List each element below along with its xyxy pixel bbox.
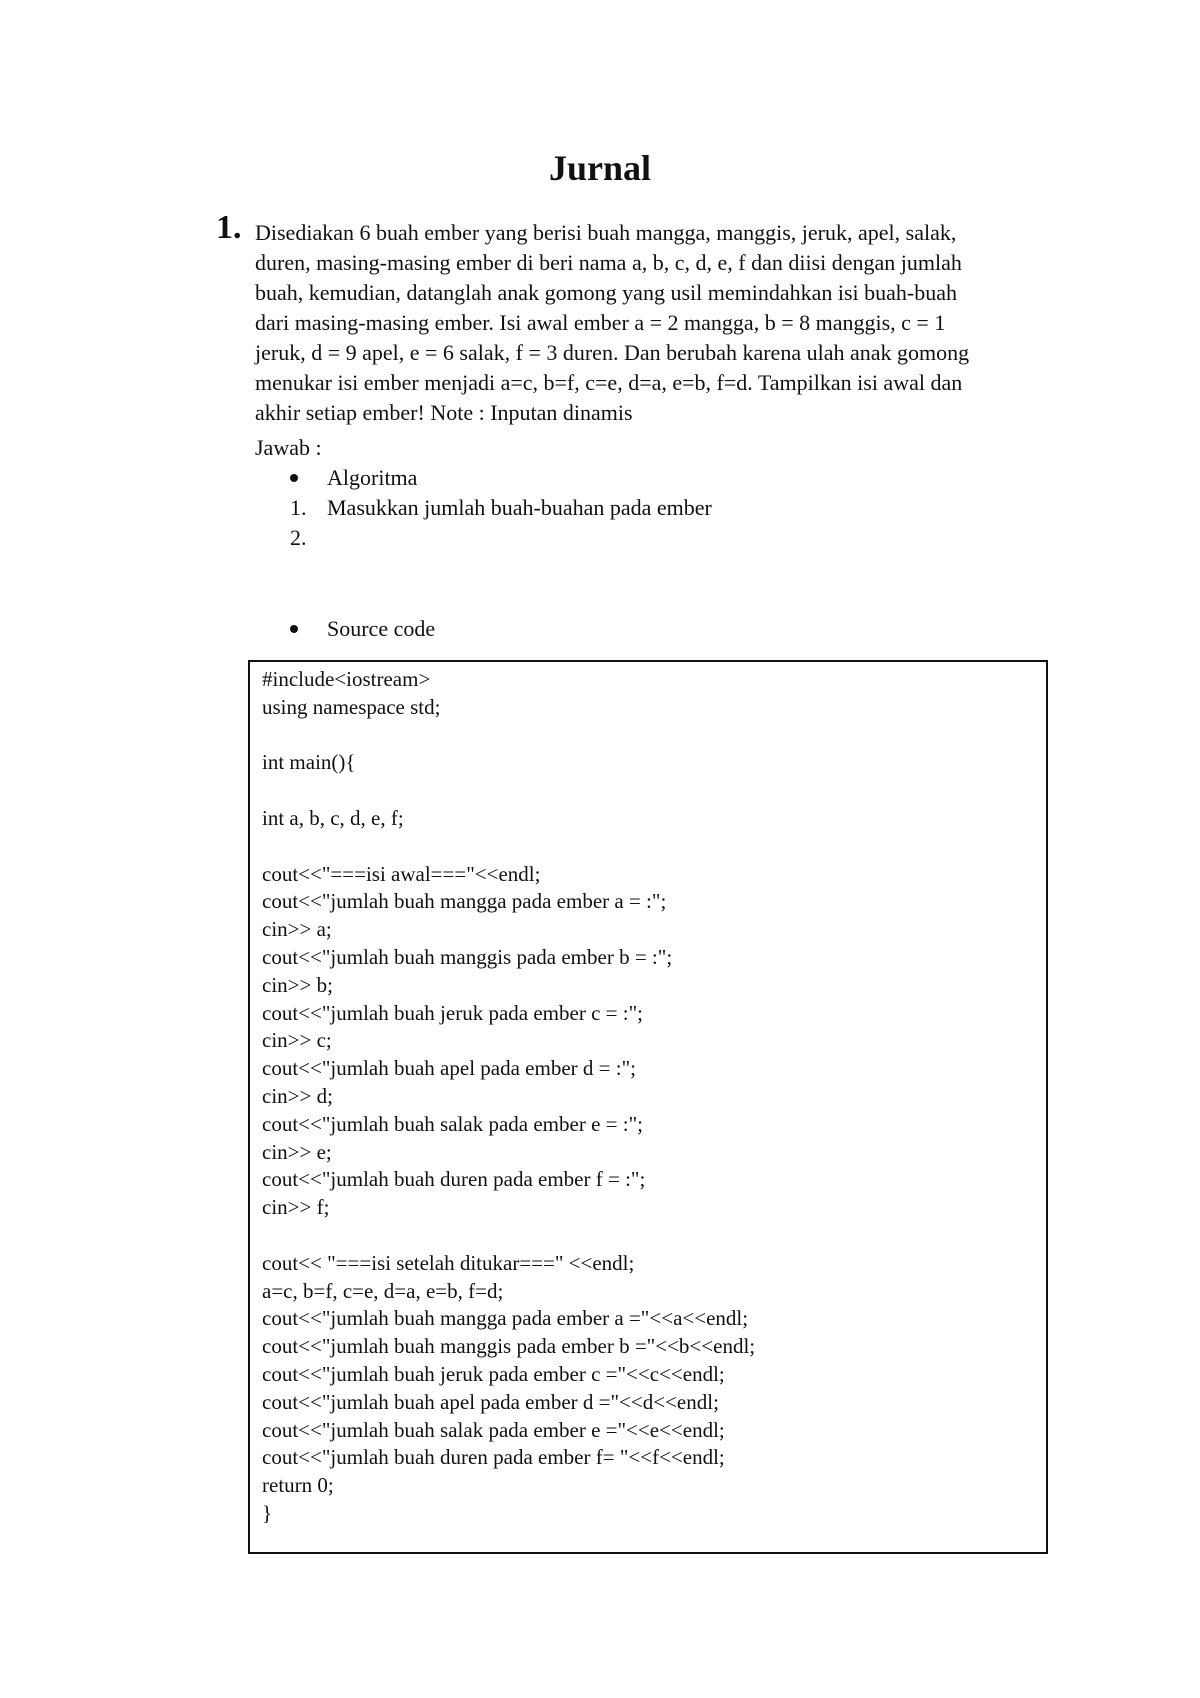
question-line: duren, masing-masing ember di beri nama a, b, c, d, e, f dan diisi dengan jumlah <box>255 250 962 275</box>
code-line: cout<<"jumlah buah manggis pada ember b = :"; <box>262 944 673 969</box>
code-line <box>262 1222 1038 1250</box>
question-text <box>255 218 1055 428</box>
code-line: int main(){ <box>262 750 356 775</box>
code-line: cout<<"jumlah buah salak pada ember e ="<<e<<endl; <box>262 1417 725 1442</box>
code-line: cin>> c; <box>262 1028 332 1053</box>
code-line: return 0; <box>262 1473 334 1498</box>
list-item-label: Algoritma <box>327 465 418 490</box>
code-line <box>262 777 1038 805</box>
code-line <box>262 833 1038 861</box>
code-line: cin>> a; <box>262 917 332 942</box>
code-line: cout<<"===isi awal==="<<endl; <box>262 861 541 886</box>
question-line: buah, kemudian, datanglah anak gomong yang usil memindahkan isi buah-buah <box>255 280 958 305</box>
source-code-box <box>248 660 1048 1554</box>
code-line: cout<<"jumlah buah jeruk pada ember c ="<<c<<endl; <box>262 1361 725 1386</box>
question-line: akhir setiap ember! Note : Inputan dinamis <box>255 400 633 425</box>
code-line: using namespace std; <box>262 694 441 719</box>
code-line: cout<<"jumlah buah apel pada ember d ="<<d<<endl; <box>262 1389 719 1414</box>
bullet-icon <box>290 463 310 493</box>
code-line: cin>> f; <box>262 1195 330 1220</box>
source-code-lines <box>262 666 1038 1528</box>
code-line: cout<< "===isi setelah ditukar===" <<endl; <box>262 1250 635 1275</box>
code-line: int a, b, c, d, e, f; <box>262 805 404 830</box>
code-line: cout<<"jumlah buah mangga pada ember a = :"; <box>262 889 667 914</box>
list-item-label: Source code <box>327 616 436 641</box>
question-number: 1. <box>216 209 242 246</box>
code-line <box>262 722 1038 750</box>
question-line: Disediakan 6 buah ember yang berisi buah mangga, manggis, jeruk, apel, salak, <box>255 220 957 245</box>
code-line: cout<<"jumlah buah apel pada ember d = :"; <box>262 1056 636 1081</box>
code-line: cout<<"jumlah buah salak pada ember e = :"; <box>262 1111 643 1136</box>
code-line: cout<<"jumlah buah manggis pada ember b ="<<b<<endl; <box>262 1334 756 1359</box>
code-line: cin>> d; <box>262 1083 333 1108</box>
code-line: a=c, b=f, c=e, d=a, e=b, f=d; <box>262 1278 504 1303</box>
question-line: jeruk, d = 9 apel, e = 6 salak, f = 3 duren. Dan berubah karena ulah anak gomong <box>255 340 970 365</box>
code-line: cin>> b; <box>262 972 333 997</box>
question-line: dari masing-masing ember. Isi awal ember a = 2 mangga, b = 8 manggis, c = 1 <box>255 310 946 335</box>
question-line: menukar isi ember menjadi a=c, b=f, c=e, d=a, e=b, f=d. Tampilkan isi awal dan <box>255 370 963 395</box>
list-item-label: Masukkan jumlah buah-buahan pada ember <box>327 495 712 520</box>
page-title: Jurnal <box>548 148 652 188</box>
code-line: cout<<"jumlah buah duren pada ember f = :"; <box>262 1167 646 1192</box>
answer-label: Jawab : <box>255 435 322 460</box>
code-line: #include<iostream> <box>262 667 431 691</box>
code-line: cout<<"jumlah buah duren pada ember f= "<<f<<endl; <box>262 1445 725 1470</box>
code-line: } <box>262 1500 273 1525</box>
bullet-icon <box>290 614 310 644</box>
code-line: cin>> e; <box>262 1139 332 1164</box>
code-line: cout<<"jumlah buah mangga pada ember a ="<<a<<endl; <box>262 1306 749 1331</box>
step-number: 2. <box>290 525 307 550</box>
step-number: 1. <box>290 495 307 520</box>
code-line: cout<<"jumlah buah jeruk pada ember c = :"; <box>262 1000 643 1025</box>
